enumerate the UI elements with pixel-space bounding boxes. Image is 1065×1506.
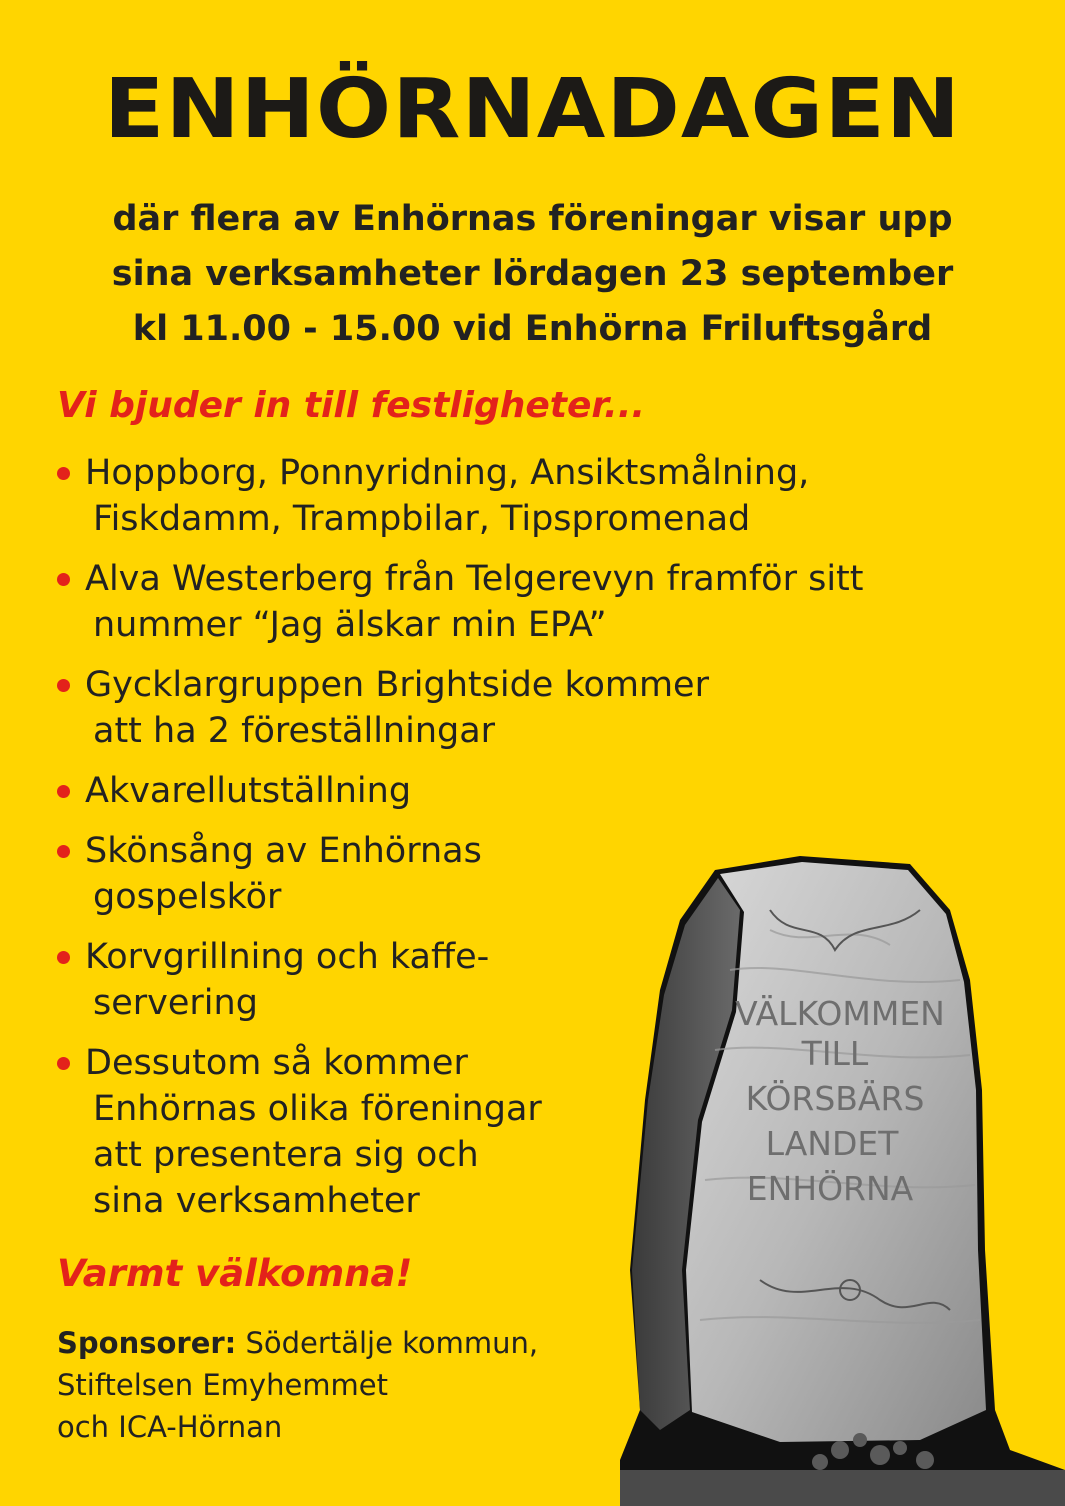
activity-item (57, 662, 1017, 754)
event-details-line: sina verksamheter lördagen 23 september (111, 254, 954, 294)
poster-title: ENHÖRNADAGEN (103, 62, 962, 157)
welcome-text: Varmt välkomna! (57, 1252, 413, 1295)
activity-text (85, 768, 1017, 814)
activity-line: servering (93, 983, 258, 1023)
invite-heading: Vi bjuder in till festligheter... (57, 385, 646, 426)
activity-line: Skönsång av Enhörnas (85, 831, 482, 871)
sponsors (57, 1322, 538, 1448)
activity-line: Alva Westerberg från Telgerevyn framför sitt (85, 559, 864, 599)
activity-text (85, 662, 1017, 754)
event-details-line: kl 11.00 - 15.00 vid Enhörna Friluftsgård (132, 309, 933, 349)
activity-line: Hoppborg, Ponnyridning, Ansiktsmålning, (85, 453, 810, 493)
sponsor-line: Södertälje kommun, (245, 1326, 539, 1360)
bullet-icon (57, 573, 70, 586)
sponsors-label: Sponsorer: (57, 1326, 237, 1360)
activity-line: Gycklargruppen Brightside kommer (85, 665, 709, 705)
activity-line: nummer “Jag älskar min EPA” (93, 605, 607, 645)
activity-item (57, 450, 1017, 542)
activity-text (85, 450, 1017, 542)
activity-line: Enhörnas olika föreningar (93, 1089, 542, 1129)
activity-item (57, 768, 1017, 814)
activity-line: sina verksamheter (93, 1181, 420, 1221)
activity-line: att presentera sig och (93, 1135, 479, 1175)
stone-text-line: TILL (801, 1034, 869, 1073)
bullet-icon (57, 951, 70, 964)
stone-text-line: VÄLKOMMEN (735, 994, 945, 1033)
activity-line: att ha 2 föreställningar (93, 711, 496, 751)
activity-line: Dessutom så kommer (85, 1043, 468, 1083)
ground (620, 1470, 1065, 1506)
event-details-line: där flera av Enhörnas föreningar visar upp (112, 199, 953, 239)
stone-text-line: LANDET (765, 1124, 899, 1163)
activity-line: Fiskdamm, Trampbilar, Tipspromenad (93, 499, 751, 539)
sponsor-line: Stiftelsen Emyhemmet (57, 1368, 389, 1402)
stone-text-line: KÖRSBÄRS (745, 1079, 925, 1118)
activity-line: gospelskör (93, 877, 282, 917)
bullet-icon (57, 845, 70, 858)
sponsor-line: och ICA-Hörnan (57, 1410, 283, 1444)
activity-line: Korvgrillning och kaffe- (85, 937, 490, 977)
activity-text (85, 556, 1017, 648)
bullet-icon (57, 679, 70, 692)
activity-line: Akvarellutställning (85, 771, 412, 811)
bullet-icon (57, 1057, 70, 1070)
bullet-icon (57, 785, 70, 798)
event-details (0, 192, 1065, 357)
welcome-stone-image (620, 850, 1065, 1506)
bullet-icon (57, 467, 70, 480)
stone-text-line: ENHÖRNA (746, 1169, 914, 1208)
activity-item (57, 556, 1017, 648)
